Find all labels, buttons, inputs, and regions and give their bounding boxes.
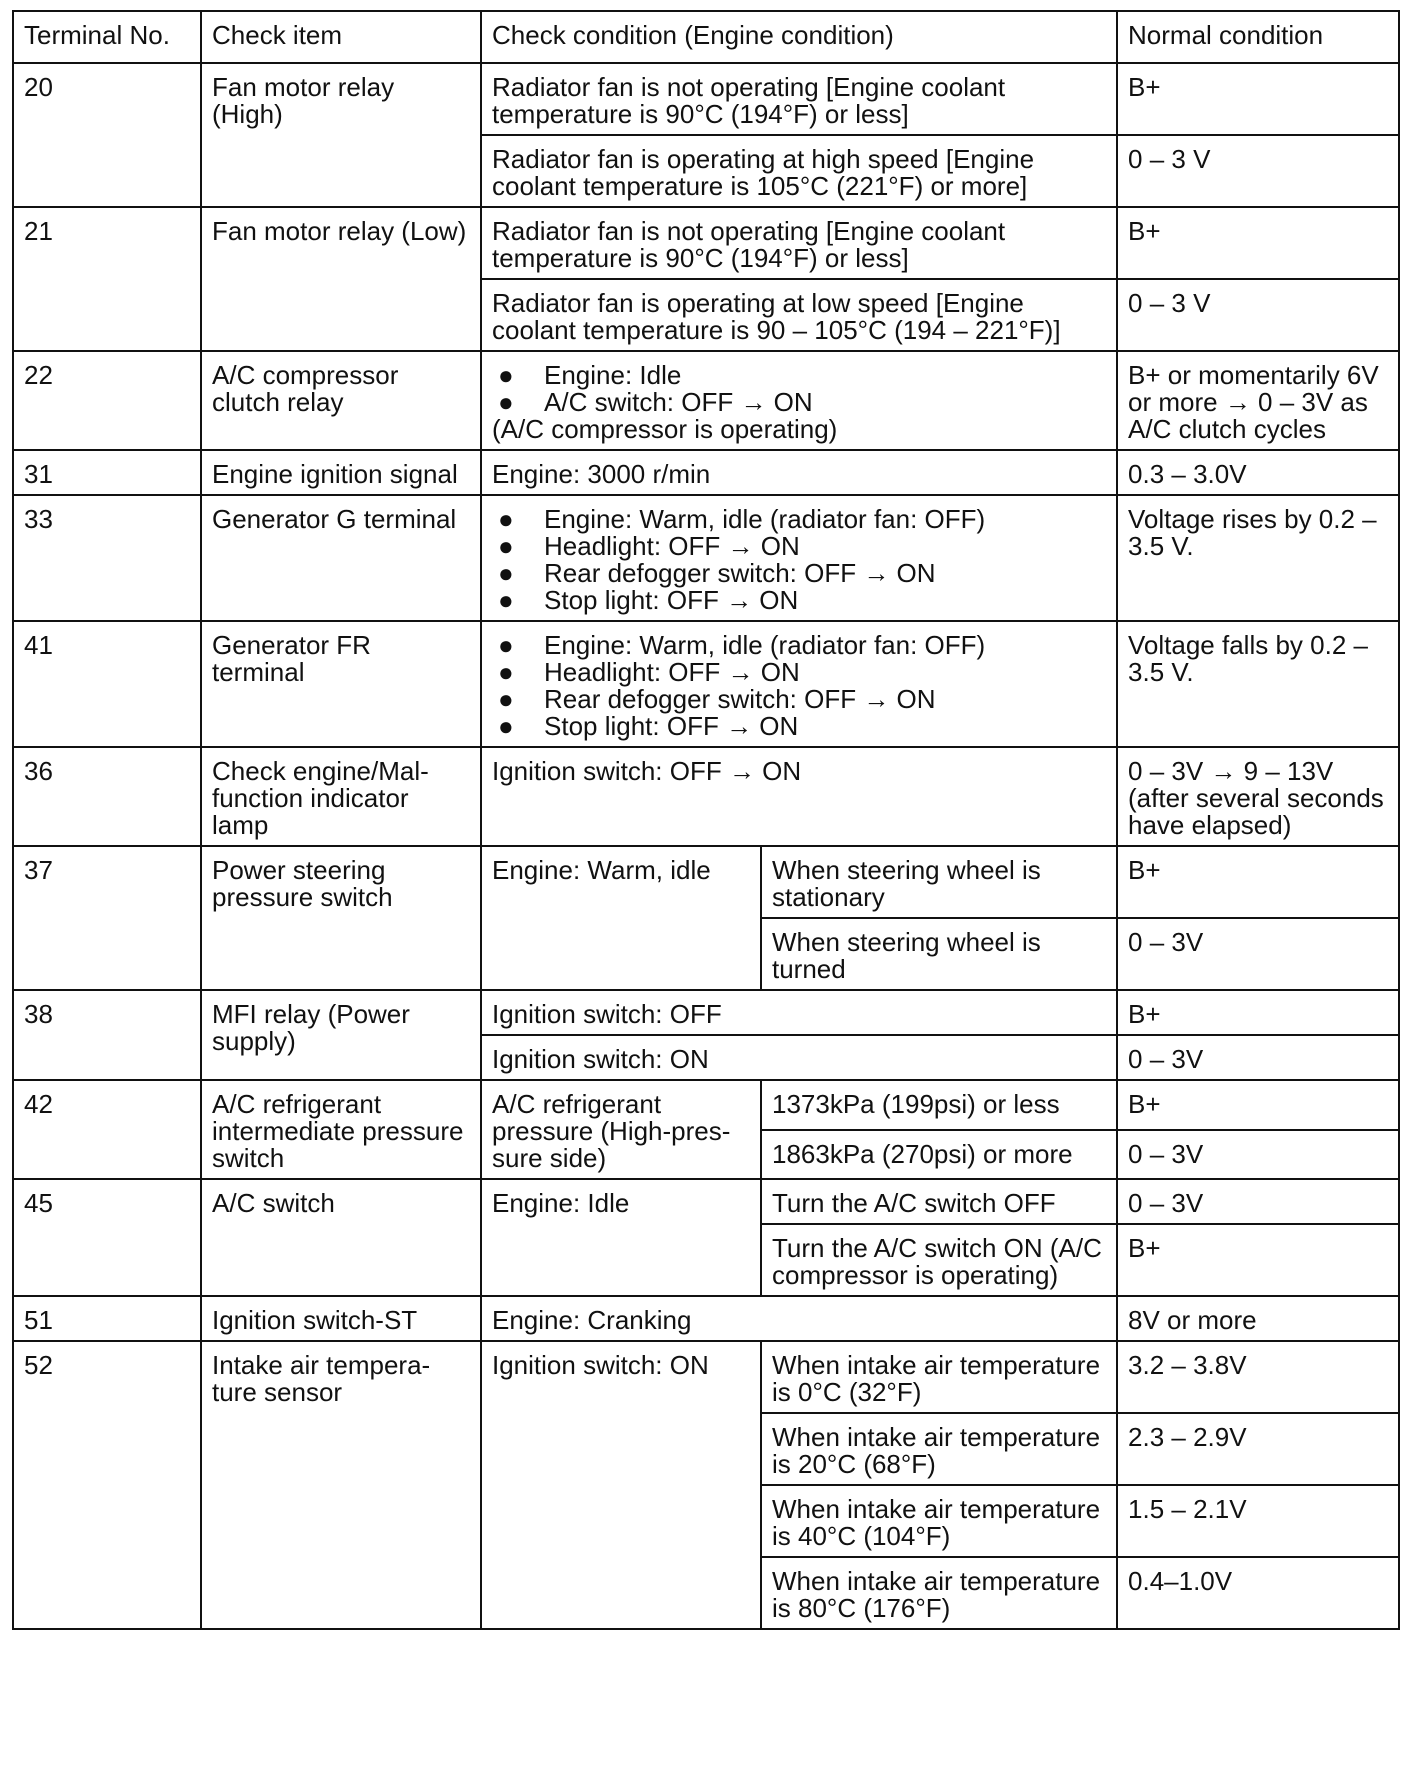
normal-condition: 0.3 – 3.0V (1117, 450, 1399, 495)
check-item: Engine ignition signal (201, 450, 481, 495)
terminal-no: 45 (13, 1179, 201, 1296)
table-row (13, 495, 1399, 621)
bullet-icon: ● (498, 387, 514, 417)
bullet-icon: ● (498, 630, 514, 660)
bullet-text: Headlight: OFF → ON (544, 531, 800, 561)
normal-condition: 0 – 3V (1117, 1179, 1399, 1224)
terminal-no: 33 (13, 495, 201, 621)
bullet-icon: ● (498, 684, 514, 714)
check-condition: Engine: 3000 r/min (481, 450, 1117, 495)
table-row (13, 63, 1399, 135)
bullet-text: Rear defogger switch: OFF → ON (544, 558, 936, 588)
normal-condition: B+ (1117, 207, 1399, 279)
bullet-line (492, 506, 1106, 533)
normal-condition: 0.4–1.0V (1117, 1557, 1399, 1629)
bullet-icon: ● (498, 504, 514, 534)
check-item: Ignition switch-ST (201, 1296, 481, 1341)
sub-condition: 1863kPa (270psi) or more (761, 1130, 1117, 1180)
sub-condition: When intake air temperature is 20°C (68°F) (761, 1413, 1117, 1485)
table-row (13, 621, 1399, 747)
table-row (13, 990, 1399, 1035)
bullet-icon: ● (498, 360, 514, 390)
terminal-no: 51 (13, 1296, 201, 1341)
check-condition: Engine: Warm, idle (481, 846, 761, 990)
sub-condition: Turn the A/C switch OFF (761, 1179, 1117, 1224)
check-condition: Radiator fan is not operating [Engine coolant temperature is 90°C (194°F) or less] (481, 207, 1117, 279)
check-condition: Ignition switch: ON (481, 1035, 1117, 1080)
normal-condition: B+ (1117, 1080, 1399, 1130)
header-normal-condition: Normal condition (1117, 11, 1399, 63)
check-condition: Radiator fan is not operating [Engine coolant temperature is 90°C (194°F) or less] (481, 63, 1117, 135)
check-condition: Ignition switch: OFF → ON (481, 747, 1117, 846)
terminal-check-table (12, 10, 1400, 1630)
bullet-line (492, 560, 1106, 587)
check-condition: A/C refrigerant pressure (High-pres-sure side) (481, 1080, 761, 1179)
bullet-line (492, 362, 1106, 389)
terminal-no: 20 (13, 63, 201, 207)
normal-condition: 3.2 – 3.8V (1117, 1341, 1399, 1413)
bullet-icon: ● (498, 657, 514, 687)
bullet-text: Stop light: OFF → ON (544, 711, 799, 741)
check-item: MFI relay (Power supply) (201, 990, 481, 1080)
header-check-item: Check item (201, 11, 481, 63)
check-item: A/C compressor clutch relay (201, 351, 481, 450)
check-condition: Radiator fan is operating at low speed [Engine coolant temperature is 90 – 105°C (194 – 221°F)] (481, 279, 1117, 351)
bullet-line (492, 587, 1106, 614)
check-item: Generator G terminal (201, 495, 481, 621)
normal-condition: 0 – 3V (1117, 918, 1399, 990)
table-row (13, 1179, 1399, 1224)
table-row (13, 351, 1399, 450)
check-condition: Ignition switch: ON (481, 1341, 761, 1629)
check-item: Generator FR terminal (201, 621, 481, 747)
table-row (13, 1296, 1399, 1341)
sub-condition: 1373kPa (199psi) or less (761, 1080, 1117, 1130)
normal-condition: 8V or more (1117, 1296, 1399, 1341)
bullet-line (492, 533, 1106, 560)
terminal-no: 37 (13, 846, 201, 990)
bullet-text: Stop light: OFF → ON (544, 585, 799, 615)
terminal-no: 36 (13, 747, 201, 846)
normal-condition: B+ or momentarily 6V or more → 0 – 3V as A/C clutch cycles (1117, 351, 1399, 450)
bullet-line (492, 389, 1106, 416)
bullet-line (492, 713, 1106, 740)
terminal-no: 21 (13, 207, 201, 351)
normal-condition: Voltage falls by 0.2 – 3.5 V. (1117, 621, 1399, 747)
bullet-text: Rear defogger switch: OFF → ON (544, 684, 936, 714)
table-row (13, 1080, 1399, 1130)
terminal-no: 38 (13, 990, 201, 1080)
condition-note: (A/C compressor is operating) (492, 414, 838, 444)
bullet-line (492, 686, 1106, 713)
bullet-line (492, 659, 1106, 686)
bullet-text: Engine: Warm, idle (radiator fan: OFF) (544, 504, 986, 534)
check-item: Intake air tempera-ture sensor (201, 1341, 481, 1629)
check-condition: Ignition switch: OFF (481, 990, 1117, 1035)
terminal-no: 41 (13, 621, 201, 747)
check-condition (481, 351, 1117, 450)
check-item: Fan motor relay (Low) (201, 207, 481, 351)
terminal-no: 31 (13, 450, 201, 495)
header-terminal-no: Terminal No. (13, 11, 201, 63)
normal-condition: B+ (1117, 990, 1399, 1035)
table-row (13, 1341, 1399, 1413)
normal-condition: B+ (1117, 846, 1399, 918)
normal-condition: 0 – 3V (1117, 1130, 1399, 1180)
normal-condition: B+ (1117, 1224, 1399, 1296)
header-row (13, 11, 1399, 63)
bullet-icon: ● (498, 531, 514, 561)
normal-condition: 0 – 3V → 9 – 13V (after several seconds have elapsed) (1117, 747, 1399, 846)
table-row (13, 747, 1399, 846)
normal-condition: 0 – 3 V (1117, 279, 1399, 351)
check-condition: Radiator fan is operating at high speed [Engine coolant temperature is 105°C (221°F) or more] (481, 135, 1117, 207)
table-row (13, 207, 1399, 279)
bullet-text: Engine: Warm, idle (radiator fan: OFF) (544, 630, 986, 660)
sub-condition: Turn the A/C switch ON (A/C compressor is operating) (761, 1224, 1117, 1296)
check-item: Fan motor relay (High) (201, 63, 481, 207)
check-item: Power steering pressure switch (201, 846, 481, 990)
terminal-no: 22 (13, 351, 201, 450)
bullet-line (492, 632, 1106, 659)
bullet-icon: ● (498, 585, 514, 615)
normal-condition: 1.5 – 2.1V (1117, 1485, 1399, 1557)
header-check-condition: Check condition (Engine condition) (481, 11, 1117, 63)
check-condition: Engine: Idle (481, 1179, 761, 1296)
bullet-text: Headlight: OFF → ON (544, 657, 800, 687)
check-condition: Engine: Cranking (481, 1296, 1117, 1341)
check-condition (481, 495, 1117, 621)
sub-condition: When steering wheel is stationary (761, 846, 1117, 918)
check-item: A/C refrigerant intermediate pressure switch (201, 1080, 481, 1179)
normal-condition: 0 – 3V (1117, 1035, 1399, 1080)
sub-condition: When intake air temperature is 40°C (104°F) (761, 1485, 1117, 1557)
normal-condition: B+ (1117, 63, 1399, 135)
terminal-no: 52 (13, 1341, 201, 1629)
sub-condition: When intake air temperature is 0°C (32°F) (761, 1341, 1117, 1413)
sub-condition: When steering wheel is turned (761, 918, 1117, 990)
normal-condition: Voltage rises by 0.2 – 3.5 V. (1117, 495, 1399, 621)
bullet-text: Engine: Idle (544, 360, 682, 390)
normal-condition: 2.3 – 2.9V (1117, 1413, 1399, 1485)
table-row (13, 450, 1399, 495)
table-row (13, 846, 1399, 918)
check-item: A/C switch (201, 1179, 481, 1296)
bullet-icon: ● (498, 558, 514, 588)
sub-condition: When intake air temperature is 80°C (176°F) (761, 1557, 1117, 1629)
check-item: Check engine/Mal-function indicator lamp (201, 747, 481, 846)
terminal-no: 42 (13, 1080, 201, 1179)
check-condition (481, 621, 1117, 747)
bullet-text: A/C switch: OFF → ON (544, 387, 813, 417)
normal-condition: 0 – 3 V (1117, 135, 1399, 207)
bullet-icon: ● (498, 711, 514, 741)
